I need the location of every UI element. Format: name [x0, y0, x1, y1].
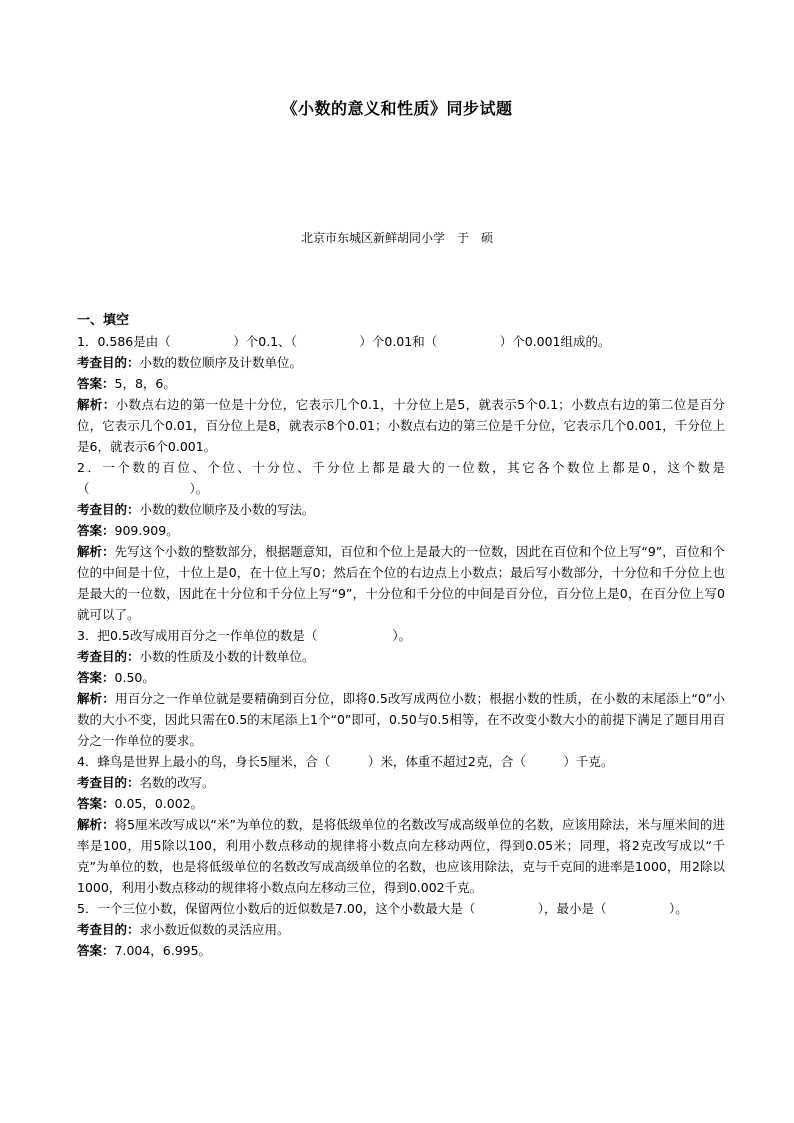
question-text: 4．蜂鸟是世界上最小的鸟，身长5厘米，合（ ）米，体重不超过2克，合（ ）千克。 [77, 754, 614, 769]
analysis-label: 解析： [77, 691, 115, 706]
objective-label: 考查目的： [77, 649, 140, 664]
objective-line [77, 352, 725, 373]
answer-text: 909.909。 [114, 523, 179, 538]
analysis-label: 解析： [77, 544, 115, 559]
analysis-label: 解析： [77, 397, 116, 412]
answer-line [77, 940, 725, 961]
answer-label: 答案： [77, 943, 115, 958]
answer-label: 答案： [77, 670, 115, 685]
analysis-line [77, 688, 725, 751]
objective-label: 考查目的： [77, 355, 140, 370]
analysis-line [77, 394, 725, 457]
document-title: 《小数的意义和性质》同步试题 [281, 99, 513, 118]
objective-line [77, 646, 725, 667]
objective-line [77, 919, 725, 940]
answer-text: 0.50。 [114, 670, 155, 685]
answer-label: 答案： [77, 376, 115, 391]
objective-text: 求小数近似数的灵活应用。 [139, 922, 290, 937]
objective-text: 小数的数位顺序及小数的写法。 [139, 502, 315, 517]
objective-text: 小数的数位顺序及计数单位。 [139, 355, 303, 370]
analysis-line [77, 541, 725, 625]
objective-text: 名数的改写。 [139, 775, 215, 790]
question-text: 1．0.586是由（ ）个0.1、（ ）个0.01和（ ）个0.001组成的。 [77, 334, 611, 349]
question-text: 3．把0.5改写成用百分之一作单位的数是（ ）。 [77, 628, 412, 643]
document-content [77, 310, 725, 961]
objective-label: 考查目的： [77, 775, 140, 790]
objective-text: 小数的性质及小数的计数单位。 [139, 649, 315, 664]
analysis-text: 用百分之一作单位就是要精确到百分位，即将0.5改写成两位小数；根据小数的性质，在小数的末尾添上“0”小数的大小不变，因此只需在0.5的末尾添上1个“0”即可，0.50与0.5相等，在不改变小数大小的前提下满足了题目用百分之一作单位的要求。 [77, 691, 725, 748]
analysis-label: 解析： [77, 817, 115, 832]
answer-line [77, 667, 725, 688]
question-text: 2．一个数的百位、个位、十分位、千分位上都是最大的一位数，其它各个数位上都是0，这个数是（ ）。 [77, 460, 725, 496]
answer-label: 答案： [77, 796, 115, 811]
document-author: 北京市东城区新鲜胡同小学 于 硕 [300, 231, 493, 245]
analysis-line [77, 814, 725, 898]
objective-label: 考查目的： [77, 502, 140, 517]
objective-label: 考查目的： [77, 922, 140, 937]
answer-line [77, 373, 725, 394]
section-title: 一、填空 [77, 313, 130, 328]
answer-text: 5，8，6。 [114, 376, 176, 391]
answer-text: 0.05，0.002。 [114, 796, 204, 811]
answer-line [77, 793, 725, 814]
analysis-text: 先写这个小数的整数部分，根据题意知，百位和个位上是最大的一位数，因此在百位和个位上写“9”，百位和个位的中间是十位，十位上是0，在十位上写0；然后在个位的右边点上小数点；最后写小数部分，十分位和千分位上也是最大的一位数，因此在十分位和千分位上写“9”，十分位和千分位的中间是百分位，百分位上是0，在百分位上写0就可以了。 [77, 544, 725, 622]
objective-line [77, 499, 725, 520]
answer-line [77, 520, 725, 541]
answer-text: 7.004，6.995。 [114, 943, 212, 958]
analysis-text: 将5厘米改写成以“米”为单位的数，是将低级单位的名数改写成高级单位的名数，应该用除法，米与厘米间的进率是100，用5除以100，利用小数点移动的规律将小数点向左移动两位，得到0.05米；同理，将2克改写成以“千克”为单位的数，也是将低级单位的名数改写成高级单位的名数，也应该用除法，克与千克间的进率是1000，用2除以1000，利用小数点移动的规律将小数点向左移动三位，得到0.002千克。 [77, 817, 725, 895]
objective-line [77, 772, 725, 793]
analysis-text: 小数点右边的第一位是十分位，它表示几个0.1，十分位上是5，就表示5个0.1；小数点右边的第二位是百分位，它表示几个0.01，百分位上是8，就表示8个0.01；小数点右边的第三位是千分位，它表示几个0.001，千分位上是6，就表示6个0.001。 [77, 397, 725, 454]
question-text: 5．一个三位小数，保留两位小数后的近似数是7.00，这个小数最大是（ ），最小是（ ）。 [77, 901, 688, 916]
answer-label: 答案： [77, 523, 115, 538]
